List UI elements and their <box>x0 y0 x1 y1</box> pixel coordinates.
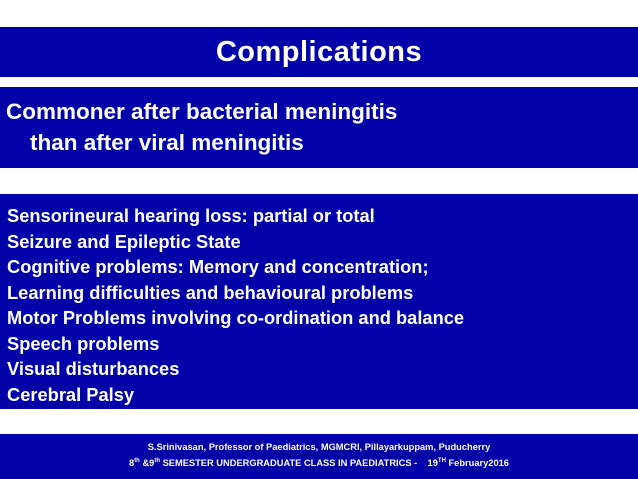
list-item: Learning difficulties and behavioural problems <box>7 281 414 303</box>
footer-author: S.Srinivasan, Professor of Paediatrics, MGMCRI, Pillayarkuppam, Puducherry <box>147 442 491 452</box>
footer-banner <box>0 434 638 479</box>
slide-title: Complications <box>215 36 423 68</box>
title-banner <box>0 27 638 77</box>
complications-list <box>0 194 638 409</box>
footer-text: SEMESTER UNDERGRADUATE CLASS IN PAEDIATRICS - 19 <box>160 458 438 468</box>
list-item: Speech problems <box>7 332 160 354</box>
list-item: Motor Problems involving co-ordination and balance <box>7 307 465 328</box>
footer-superscript: th <box>154 458 160 464</box>
intro-banner <box>0 87 638 168</box>
footer-text: 8 <box>129 458 135 468</box>
footer-class-info <box>0 454 638 470</box>
intro-line-2: than after viral meningitis <box>30 130 304 155</box>
list-item: Visual disturbances <box>7 358 180 379</box>
list-item: Seizure and Epileptic State <box>7 230 241 252</box>
list-item: Sensorineural hearing loss: partial or total <box>7 205 375 226</box>
intro-line-1: Commoner after bacterial meningitis <box>6 99 398 124</box>
footer-text: February2016 <box>445 458 509 468</box>
footer-text: &9 <box>139 458 155 468</box>
list-item: Cognitive problems: Memory and concentration; <box>7 256 429 277</box>
footer-superscript: TH <box>437 458 446 464</box>
footer-superscript: th <box>134 458 140 464</box>
list-item: Cerebral Palsy <box>7 383 135 405</box>
